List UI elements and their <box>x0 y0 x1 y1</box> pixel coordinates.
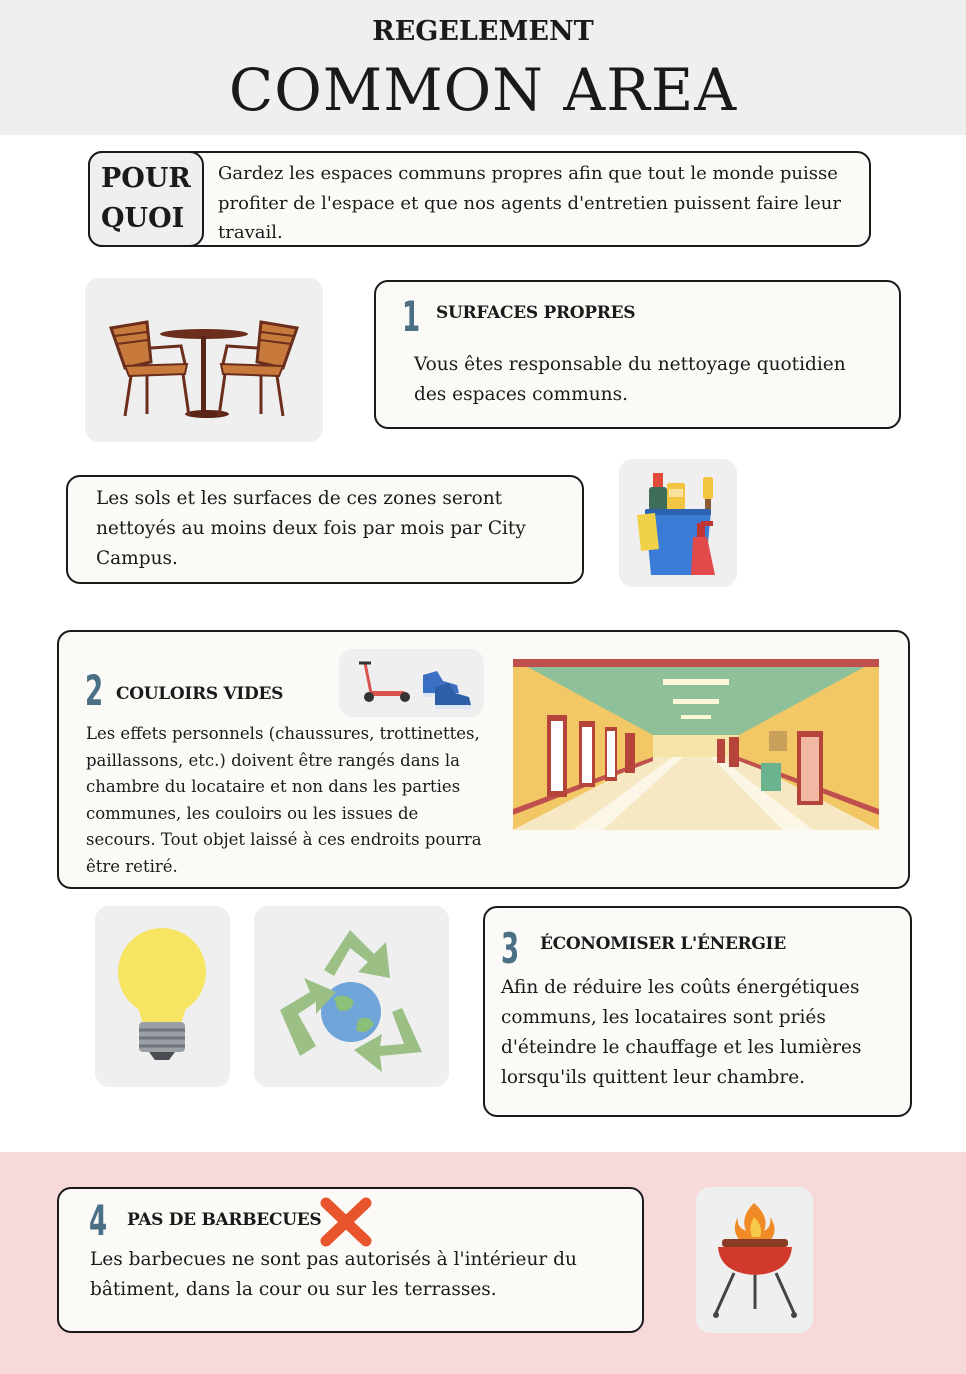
rule-3-title: ÉCONOMISER L'ÉNERGIE <box>540 934 786 954</box>
light-bulb-tile <box>95 906 230 1087</box>
light-bulb-icon <box>95 906 230 1087</box>
barbecue-tile <box>696 1187 813 1333</box>
rule-3-number: 3 <box>501 924 520 973</box>
rule-1-number: 1 <box>402 292 421 341</box>
table-chairs-tile <box>85 278 323 442</box>
rule-4-text: Les barbecues ne sont pas autorisés à l'intérieur du bâtiment, dans la cour ou sur les terrasses. <box>90 1249 577 1300</box>
sneakers-icon <box>423 671 471 709</box>
scooter-shoes-tile <box>339 649 484 717</box>
cleaning-tile <box>619 459 737 587</box>
rule-4-number: 4 <box>89 1196 108 1245</box>
rule-3-text: Afin de réduire les coûts énergétiques communs, les locataires sont priés d'éteindre le chauffage et les lumières lorsqu'ils quittent leur chambre. <box>501 977 862 1088</box>
intro-text: Gardez les espaces communs propres afin que tout le monde puisse profiter de l'espace et que nos agents d'entretien puissent faire leur travail. <box>218 163 842 243</box>
barbecue-icon <box>696 1187 813 1333</box>
recycle-globe-icon <box>254 906 449 1087</box>
cleaning-bucket-icon <box>619 459 737 587</box>
rule-2-number: 2 <box>85 666 104 715</box>
rule-1-extra-text: Les sols et les surfaces de ces zones seront nettoyés au moins deux fois par mois par City Campus. <box>96 488 526 569</box>
intro-label-line1: POUR <box>101 163 191 194</box>
recycle-tile <box>254 906 449 1087</box>
header <box>0 0 966 135</box>
cross-icon <box>318 1197 374 1247</box>
scooter-icon <box>359 663 410 702</box>
rule-1-title: SURFACES PROPRES <box>436 303 636 323</box>
rule-2-text: Les effets personnels (chaussures, trottinettes, paillassons, etc.) doivent être rangés dans la chambre du locataire et non dans les parties communes, les couloirs ou les issues de secours. Tout objet laissé à ces endroits pourra être retiré. <box>86 724 482 876</box>
intro-label <box>88 151 204 247</box>
intro-label-line2: QUOI <box>101 203 185 234</box>
table-chairs-icon <box>85 278 323 442</box>
hallway-illustration <box>513 659 879 830</box>
page-title: COMMON AREA <box>228 56 738 124</box>
rule-1-text: Vous êtes responsable du nettoyage quotidien des espaces communs. <box>414 354 846 405</box>
page-subtitle: REGELEMENT <box>372 16 594 47</box>
rule-4-title: PAS DE BARBECUES <box>127 1210 322 1230</box>
rule-2-title: COULOIRS VIDES <box>116 684 284 704</box>
